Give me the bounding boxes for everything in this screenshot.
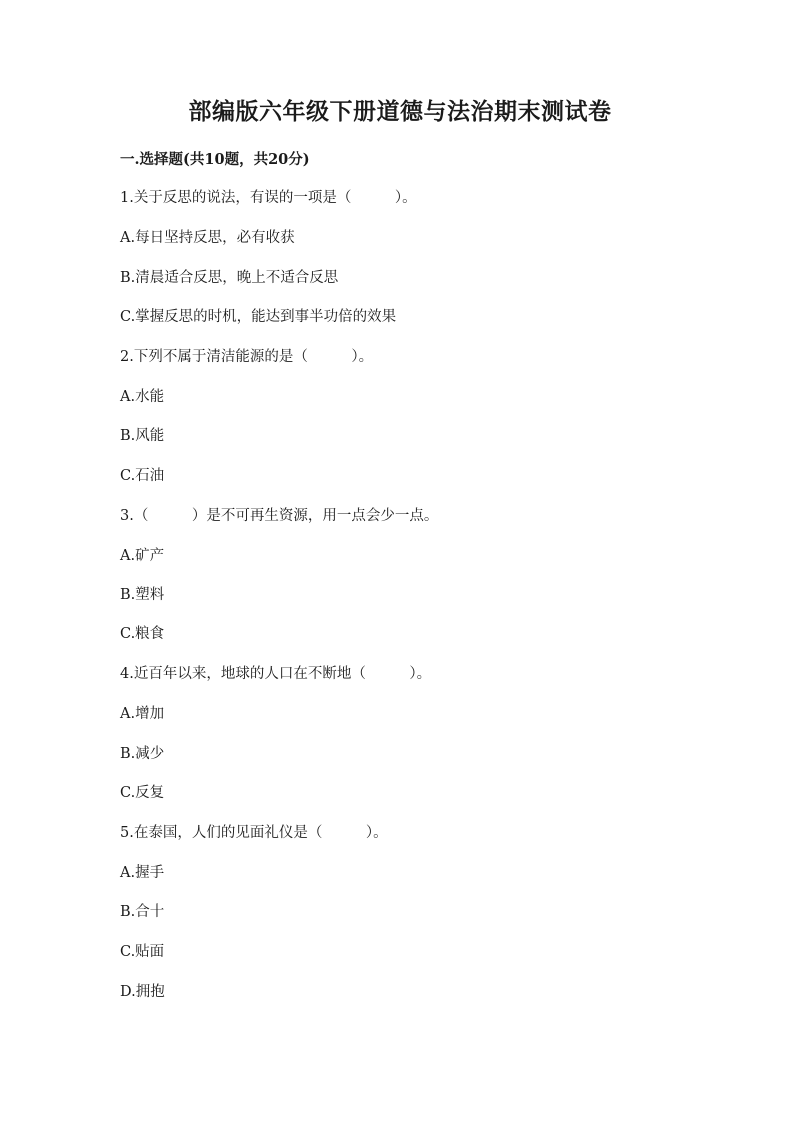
question-1-option-a: A.每日坚持反思，必有收获 xyxy=(120,230,295,246)
question-4-option-b: B.减少 xyxy=(120,746,165,762)
question-3-option-c: C.粮食 xyxy=(120,626,165,642)
question-4-option-a: A.增加 xyxy=(120,706,165,722)
question-1-option-b: B.清晨适合反思，晚上不适合反思 xyxy=(120,270,339,286)
question-4-option-c: C.反复 xyxy=(120,785,165,801)
section-heading: 一.选择题(共10题，共20分) xyxy=(120,151,310,168)
question-1-option-c: C.掌握反思的时机，能达到事半功倍的效果 xyxy=(120,309,397,325)
question-2-option-b: B.风能 xyxy=(120,428,165,444)
question-1-stem: 1.关于反思的说法，有误的一项是（ ）。 xyxy=(120,190,417,206)
question-3-stem: 3.（ ）是不可再生资源，用一点会少一点。 xyxy=(120,508,439,524)
question-5-stem: 5.在泰国，人们的见面礼仪是（ ）。 xyxy=(120,825,388,841)
question-4-stem: 4.近百年以来，地球的人口在不断地（ ）。 xyxy=(120,666,432,682)
question-5-option-b: B.合十 xyxy=(120,904,165,920)
question-3-option-b: B.塑料 xyxy=(120,587,165,603)
question-5-option-c: C.贴面 xyxy=(120,944,165,960)
page-title: 部编版六年级下册道德与法治期末测试卷 xyxy=(188,98,612,125)
question-5-option-a: A.握手 xyxy=(120,865,165,881)
question-2-stem: 2.下列不属于清洁能源的是（ ）。 xyxy=(120,349,374,365)
question-2-option-c: C.石油 xyxy=(120,468,165,484)
question-2-option-a: A.水能 xyxy=(120,389,165,405)
question-3-option-a: A.矿产 xyxy=(120,548,165,564)
question-5-option-d: D.拥抱 xyxy=(120,984,165,1000)
